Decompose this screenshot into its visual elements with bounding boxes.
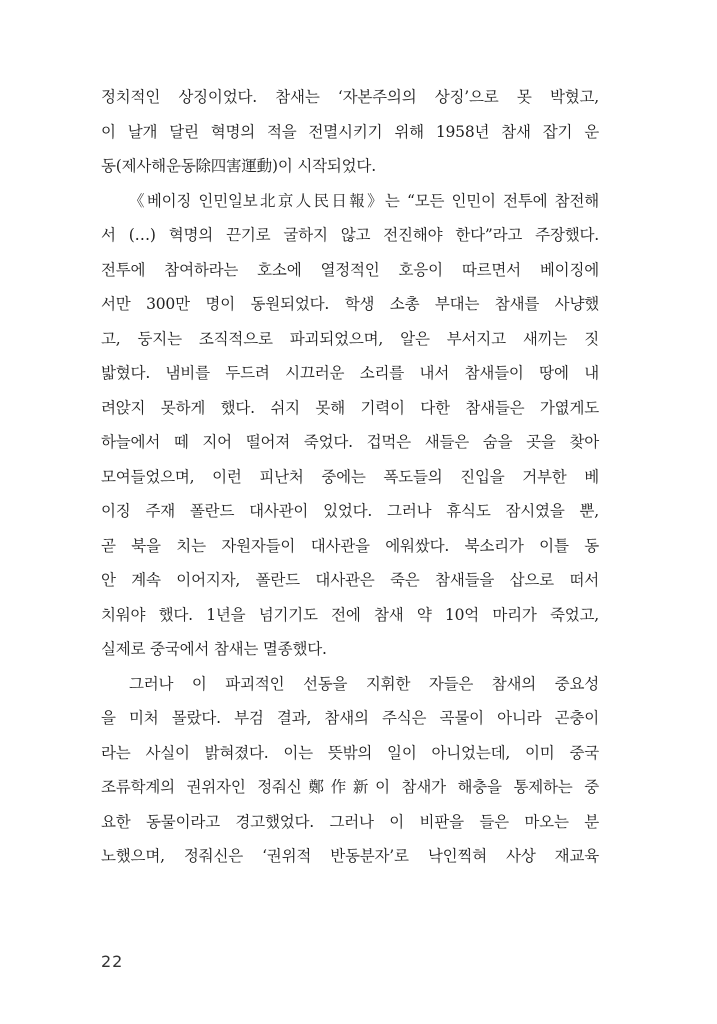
text-line: 안 계속 이어지자, 폴란드 대사관은 죽은 참새들을 삽으로 떠서 (101, 571, 599, 589)
text-line: 밟혔다. 냄비를 두드려 시끄러운 소리를 내서 참새들이 땅에 내 (101, 364, 599, 382)
text-line: 실제로 중국에서 참새는 멸종했다. (101, 640, 327, 658)
text-line: 노했으며, 정줘신은 ‘권위적 반동분자’로 낙인찍혀 사상 재교육 (101, 847, 599, 865)
page-number: 22 (101, 952, 124, 971)
text-line: 동(제사해운동除四害運動)이 시작되었다. (101, 157, 376, 175)
text-line: 치워야 했다. 1년을 넘기기도 전에 참새 약 10억 마리가 죽었고, (101, 605, 599, 624)
text-line: 서만 300만 명이 동원되었다. 학생 소총 부대는 참새를 사냥했 (101, 295, 599, 313)
text-line: 하늘에서 떼 지어 떨어져 죽었다. 겁먹은 새들은 숨을 곳을 찾아 (101, 433, 599, 451)
text-line: 전투에 참여하라는 호소에 열정적인 호응이 따르면서 베이징에 (101, 260, 599, 279)
text-line: 《베이징 인민일보北京人民日報》는 “모든 인민이 전투에 참전해 (129, 191, 599, 210)
text-line: 을 미처 몰랐다. 부검 결과, 참새의 주식은 곡물이 아니라 곤충이 (101, 709, 599, 727)
text-line: 그러나 이 파괴적인 선동을 지휘한 자들은 참새의 중요성 (129, 674, 599, 693)
text-line: 이 날개 달린 혁명의 적을 전멸시키기 위해 1958년 참새 잡기 운 (101, 122, 599, 141)
text-line: 고, 둥지는 조직적으로 파괴되었으며, 알은 부서지고 새끼는 짓 (101, 329, 599, 348)
text-line: 이징 주재 폴란드 대사관이 있었다. 그러나 휴식도 잠시였을 뿐, (101, 502, 599, 520)
text-line: 서 (…) 혁명의 끈기로 굴하지 않고 전진해야 한다”라고 주장했다. (101, 226, 599, 244)
text-line: 정치적인 상징이었다. 참새는 ‘자본주의의 상징’으로 못 박혔고, (101, 88, 599, 106)
text-line: 요한 동물이라고 경고했었다. 그러나 이 비판을 들은 마오는 분 (101, 812, 599, 831)
text-line: 려앉지 못하게 했다. 쉬지 못해 기력이 다한 참새들은 가엾게도 (101, 398, 599, 417)
text-line: 라는 사실이 밝혀졌다. 이는 뜻밖의 일이 아니었는데, 이미 중국 (101, 743, 599, 762)
body-text (101, 80, 599, 874)
text-line: 조류학계의 권위자인 정줘신鄭作新이 참새가 해충을 통제하는 중 (101, 778, 599, 796)
text-line: 곧 북을 치는 자원자들이 대사관을 에워쌌다. 북소리가 이틀 동 (101, 536, 599, 555)
text-line: 모여들었으며, 이런 피난처 중에는 폭도들의 진입을 거부한 베 (101, 467, 599, 486)
